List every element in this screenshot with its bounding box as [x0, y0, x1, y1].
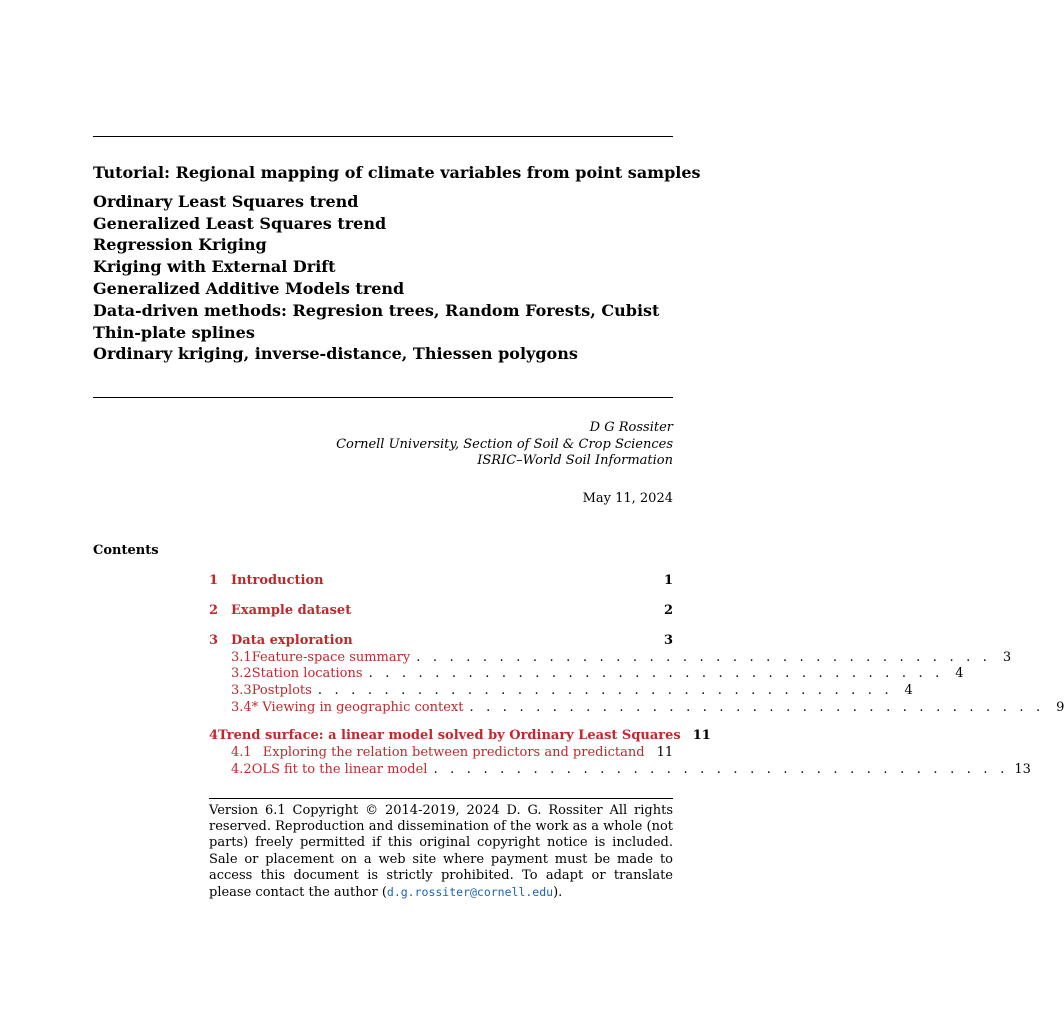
toc-page: 11 [656, 745, 674, 760]
toc-link[interactable]: OLS fit to the linear model [251, 762, 428, 777]
toc-link[interactable]: Postplots [251, 683, 312, 698]
author-affiliation-1: Cornell University, Section of Soil & Crop Sciences [336, 436, 673, 452]
toc-entry[interactable] [209, 603, 673, 618]
top-rule [93, 136, 673, 137]
toc-link[interactable]: Example dataset [231, 603, 352, 618]
toc-leader-dots: . . . . . . . . . . . . . . . . . . . . . . . . . . . . . . . . . . . [317, 683, 893, 698]
toc-page: 9 [1056, 700, 1064, 715]
toc-entry[interactable] [209, 633, 673, 648]
toc-number: 2 [209, 603, 219, 618]
toc-link[interactable]: Data exploration [231, 633, 353, 648]
toc-leader-dots: . . . . . . . . . . . . . . . . . . . . . . . . . . . . . . . . . . . [416, 650, 992, 665]
toc-entry[interactable] [209, 650, 1012, 665]
contents-heading: Contents [93, 543, 159, 558]
toc-link[interactable]: Introduction [231, 573, 324, 588]
topic-gls: Generalized Least Squares trend [93, 213, 387, 233]
toc-page: 11 [692, 728, 711, 743]
toc-entry[interactable] [209, 745, 673, 760]
toc-number: 1 [209, 573, 219, 588]
topic-gam: Generalized Additive Models trend [93, 278, 405, 298]
toc-entry[interactable] [209, 728, 711, 743]
author-affiliation-2: ISRIC–World Soil Information [477, 453, 673, 468]
toc-link[interactable]: Trend surface: a linear model solved by Ordinary Least Squares [218, 728, 681, 743]
toc-number: 4.2 [231, 762, 252, 777]
toc-number: 3.2 [231, 666, 252, 681]
toc-link[interactable]: * Viewing in geographic context [251, 700, 464, 715]
main-title: Tutorial: Regional mapping of climate variables from point samples [93, 163, 701, 182]
author-email-link[interactable]: d.g.rossiter@cornell.edu [386, 885, 554, 900]
topic-thin-plate: Thin-plate splines [93, 322, 255, 342]
bottom-rule [93, 397, 673, 398]
toc-entry[interactable] [209, 666, 964, 681]
topic-regression-kriging: Regression Kriging [93, 235, 267, 255]
toc-entry[interactable] [209, 700, 1064, 715]
toc-page: 3 [1002, 650, 1012, 665]
toc-entry[interactable] [209, 683, 913, 698]
toc-page: 4 [904, 683, 913, 698]
toc-number: 3.1 [231, 650, 252, 665]
topic-ordinary-kriging: Ordinary kriging, inverse-distance, Thiessen polygons [93, 344, 578, 364]
toc-link[interactable]: Station locations [251, 666, 363, 681]
toc-leader-dots: . . . . . . . . . . . . . . . . . . . . . . . . . . . . . . . . . . . [368, 666, 944, 681]
toc-link[interactable]: Exploring the relation between predictors and predictand [262, 745, 645, 760]
toc-entry[interactable] [209, 573, 673, 588]
toc-number: 4 [209, 728, 219, 743]
topic-ked: Kriging with External Drift [93, 257, 336, 277]
copyright-suffix: ). [553, 885, 563, 901]
copyright-text: Version 6.1 Copyright © 2014-2019, 2024 D. G. Rossiter All rights reserved. Reproduction and dissemination of the work as a whole (not parts) freely permitted if this original copyright notice is included. Sale or placement on a web site where payment must be made to access this document is strictly prohibited. To adapt or translate please contact the author ( [209, 803, 673, 901]
toc-leader-dots: . . . . . . . . . . . . . . . . . . . . . . . . . . . . . . . . . . . [469, 700, 1045, 715]
author-block [336, 420, 673, 470]
document-date: May 11, 2024 [582, 491, 673, 506]
toc-number: 3.3 [231, 683, 252, 698]
copyright-notice [209, 798, 673, 901]
author-name: D G Rossiter [589, 420, 673, 435]
toc-page: 13 [1014, 762, 1031, 777]
toc-page: 3 [663, 633, 673, 648]
toc-entry[interactable] [209, 762, 1031, 777]
topic-data-driven: Data-driven methods: Regresion trees, Random Forests, Cubist [93, 300, 660, 320]
topic-ols: Ordinary Least Squares trend [93, 191, 359, 211]
toc-page: 4 [955, 666, 964, 681]
toc-number: 4.1 [231, 745, 252, 760]
toc-page: 1 [663, 573, 673, 588]
toc-number: 3.4 [231, 700, 252, 715]
title-block [93, 162, 701, 365]
toc-page: 2 [663, 603, 673, 618]
toc-number: 3 [209, 633, 219, 648]
toc-link[interactable]: Feature-space summary [251, 650, 411, 665]
toc-leader-dots: . . . . . . . . . . . . . . . . . . . . . . . . . . . . . . . . . . . [433, 762, 1009, 777]
